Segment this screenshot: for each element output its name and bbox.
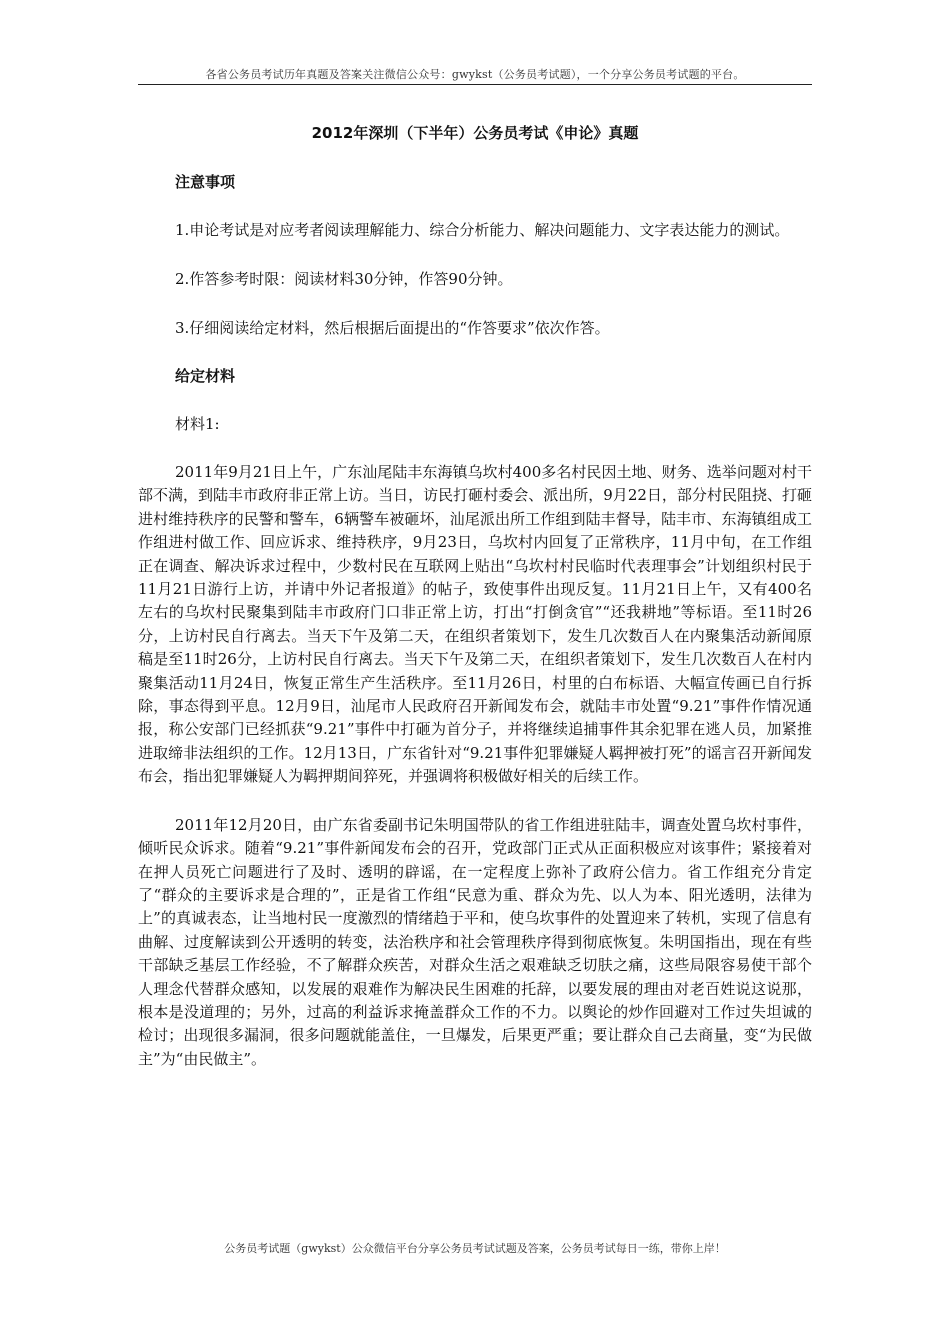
document-body (138, 122, 812, 1096)
header-divider (138, 84, 812, 85)
document-title: 2012年深圳（下半年）公务员考试《申论》真题 (311, 124, 639, 142)
material-label: 材料1: (175, 415, 220, 433)
page-footer-note: 公务员考试题（gwykst）公众微信平台分享公务员考试试题及答案，公务员考试每日一练，带你上岸！ (224, 1242, 726, 1255)
material-paragraph: 2011年9月21日上午，广东汕尾陆丰东海镇乌坎村400多名村民因土地、财务、选举问题对村干部不满，到陆丰市政府非正常上访。当日，访民打砸村委会、派出所，9月22日，部分村民阻挠、打砸进村维持秩序的民警和警车，6辆警车被砸坏，汕尾派出所工作组到陆丰督导，陆丰市、东海镇组成工作组进村做工作、回应诉求、维持秩序，9月23日，乌坎村内回复了正常秩序，11月中旬，在工作组正在调查、解决诉求过程中，少数村民在互联网上贴出“乌坎村村民临时代表理事会”计划组织村民于11月21日游行上访，并请中外记者报道》的帖子，致使事件出现反复。11月21日上午，又有400名左右的乌坎村民聚集到陆丰市政府门口非正常上访，打出“打倒贪官”“还我耕地”等标语。至11时26分，上访村民自行离去。当天下午及第二天，在组织者策划下，发生几次数百人在内聚集活动新闻原稿是至11时26分，上访村民自行离去。当天下午及第二天，在组织者策划下，发生几次数百人在村内聚集活动11月24日，恢复正常生产生活秩序。至11月26日，村里的白布标语、大幅宣传画已自行拆除，事态得到平息。12月9日，汕尾市人民政府召开新闻发布会，就陆丰市处置“9.21”事件作情况通报，称公安部门已经抓获“9.21”事件中打砸为首分子，并将继续追捕事件其余犯罪在逃人员，加紧推进取缔非法组织的工作。12月13日，广东省针对“9.21事件犯罪嫌疑人羁押被打死”的谣言召开新闻发布会，指出犯罪嫌疑人为羁押期间猝死，并强调将积极做好相关的后续工作。 (138, 463, 812, 786)
page-header-note: 各省公务员考试历年真题及答案关注微信公众号：gwykst（公务员考试题），一个分享公务员考试题的平台。 (205, 68, 745, 81)
notice-heading: 注意事项 (175, 173, 236, 191)
notice-item: 1.申论考试是对应考者阅读理解能力、综合分析能力、解决问题能力、文字表达能力的测试。 (175, 221, 790, 239)
material-paragraph: 2011年12月20日，由广东省委副书记朱明国带队的省工作组进驻陆丰，调查处置乌坎村事件，倾听民众诉求。随着“9.21”事件新闻发布会的召开，党政部门正式从正面积极应对该事件；紧接着对在押人员死亡问题进行了及时、透明的辟谣，在一定程度上弥补了政府公信力。省工作组充分肯定了“群众的主要诉求是合理的”，正是省工作组“民意为重、群众为先、以人为本、阳光透明，法律为上”的真诚表态，让当地村民一度激烈的情绪趋于平和，使乌坎事件的处置迎来了转机，实现了信息有曲解、过度解读到公开透明的转变，法治秩序和社会管理秩序得到彻底恢复。朱明国指出，现在有些干部缺乏基层工作经验，不了解群众疾苦，对群众生活之艰难缺乏切肤之痛，这些局限容易使干部个人理念代替群众感知，以发展的艰难作为解决民生困难的托辞，以要发展的理由对老百姓说这说那，根本是没道理的；另外，过高的利益诉求掩盖群众工作的不力。以舆论的炒作回避对工作过失坦诚的检讨；出现很多漏洞，很多问题就能盖住，一旦爆发，后果更严重；要让群众自己去商量，变“为民做主”为“由民做主”。 (138, 815, 812, 1068)
notice-item: 3.仔细阅读给定材料，然后根据后面提出的“作答要求”依次作答。 (175, 319, 610, 337)
materials-heading: 给定材料 (175, 367, 236, 385)
notice-item: 2.作答参考时限：阅读材料30分钟，作答90分钟。 (175, 270, 513, 288)
